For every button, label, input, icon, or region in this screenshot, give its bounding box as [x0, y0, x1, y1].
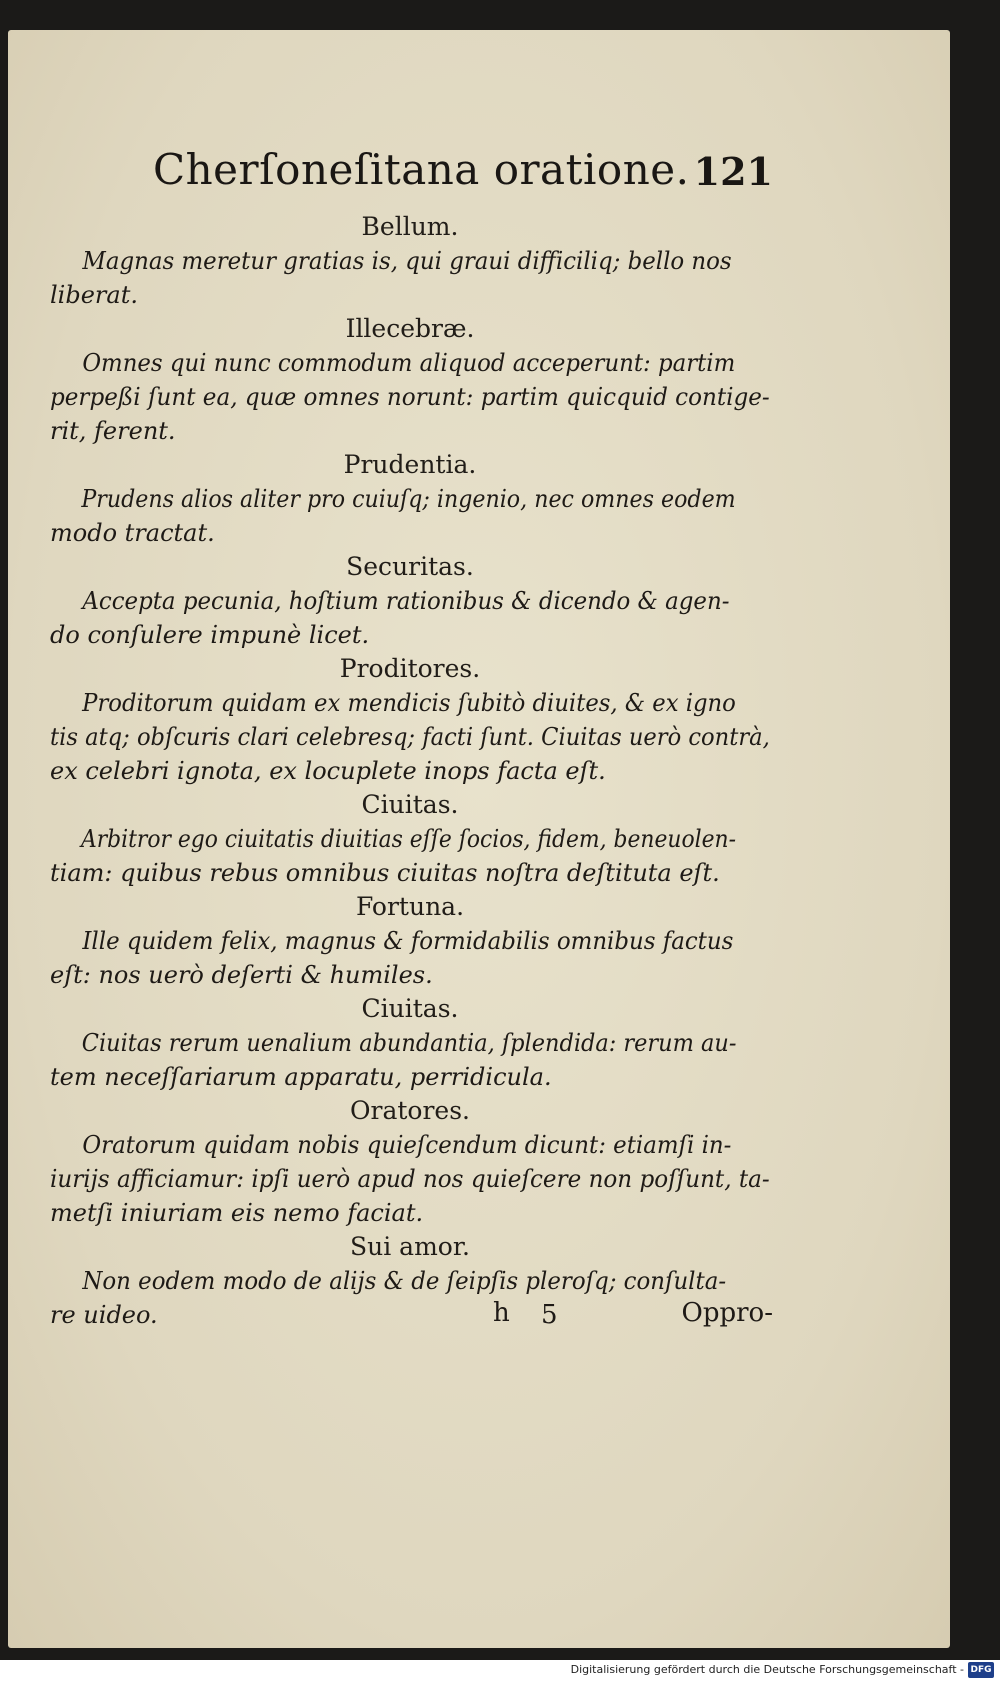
- section: [50, 210, 770, 312]
- text-line: ex celebri ignota, ex locuplete inops facta eſt.: [50, 757, 606, 785]
- text-line: iurijs afficiamur: ipſi uerò apud nos quieſcere non poſſunt, ta-: [50, 1165, 770, 1193]
- section-heading: Oratores.: [350, 1096, 470, 1125]
- section-text: [50, 686, 770, 788]
- catchword: Oppro-: [681, 1298, 773, 1328]
- section-heading: Proditores.: [339, 654, 481, 683]
- text-line: Ciuitas rerum uenalium abundantia, ſplendida: rerum au-: [81, 1029, 737, 1057]
- section-text: [50, 924, 770, 992]
- credit-bar: [0, 1660, 1000, 1681]
- text-line: Oratorum quidam nobis quieſcendum dicunt: etiamſi in-: [82, 1131, 732, 1159]
- text-line: rit, ferent.: [50, 417, 176, 445]
- section-text: [50, 1026, 770, 1094]
- section-heading: Bellum.: [361, 212, 459, 241]
- section-heading: Fortuna.: [355, 892, 465, 921]
- text-line: Non eodem modo de alijs & de ſeipſis pleroſq; conſulta-: [82, 1267, 727, 1295]
- text-line: Ille quidem felix, magnus & formidabilis omnibus factus: [82, 927, 734, 955]
- section-text: [50, 346, 770, 448]
- text-line: Accepta pecunia, hoſtium rationibus & dicendo & agen-: [82, 587, 730, 615]
- page-footer: [473, 1298, 773, 1338]
- text-line: perpeßi ſunt ea, quæ omnes norunt: partim quicquid contige-: [50, 383, 770, 411]
- section: [50, 312, 770, 448]
- text-line: Arbitror ego ciuitatis diuitias eſſe ſocios, fidem, beneuolen-: [80, 825, 736, 853]
- section: [50, 652, 770, 788]
- section-text: [50, 244, 770, 312]
- text-line: Omnes qui nunc commodum aliquod acceperunt: partim: [82, 349, 736, 377]
- signature-number: 5: [541, 1300, 558, 1330]
- signature-mark: h: [493, 1298, 510, 1328]
- section: [50, 788, 770, 890]
- text-line: Proditorum quidam ex mendicis ſubitò diuites, & ex igno: [82, 689, 736, 717]
- section-heading: Illecebræ.: [345, 314, 475, 343]
- text-line: tis atq; obſcuris clari celebresq; facti ſunt. Ciuitas uerò contrà,: [50, 723, 770, 751]
- section-text: [50, 1128, 770, 1230]
- section-text: [50, 482, 770, 550]
- dfg-logo: DFG: [968, 1662, 994, 1678]
- text-line: Prudens alios aliter pro cuiuſq; ingenio, nec omnes eodem: [81, 485, 736, 513]
- text-line: metſi iniuriam eis nemo faciat.: [50, 1199, 424, 1227]
- section-heading: Sui amor.: [350, 1232, 470, 1261]
- text-line: tem neceſſariarum apparatu, perridicula.: [50, 1063, 552, 1091]
- running-title: Cherſoneſitana oratione.: [153, 145, 690, 194]
- text-line: liberat.: [50, 281, 138, 309]
- section: [50, 550, 770, 652]
- page-number: 121: [693, 149, 773, 194]
- text-line: eſt: nos uerò deſerti & humiles.: [50, 961, 433, 989]
- section-heading: Ciuitas.: [361, 994, 459, 1023]
- section: [50, 448, 770, 550]
- section-heading: Prudentia.: [343, 450, 477, 479]
- section-text: [50, 584, 770, 652]
- section: [50, 992, 770, 1094]
- text-line: re uideo.: [50, 1301, 158, 1329]
- digitization-credit: Digitalisierung gefördert durch die Deutsche Forschungsgemeinschaft -: [570, 1663, 964, 1676]
- text-line: Magnas meretur gratias is, qui graui difficiliq; bello nos: [82, 247, 732, 275]
- text-line: do conſulere impunè licet.: [50, 621, 370, 649]
- section: [50, 890, 770, 992]
- section: [50, 1094, 770, 1230]
- main-text: [50, 210, 770, 1332]
- section-heading: Ciuitas.: [361, 790, 459, 819]
- text-line: modo tractat.: [50, 519, 215, 547]
- page-header: [153, 145, 773, 205]
- book-page: [8, 30, 950, 1648]
- text-line: tiam: quibus rebus omnibus ciuitas noſtra deſtituta eſt.: [50, 859, 720, 887]
- section-text: [50, 822, 770, 890]
- section-heading: Securitas.: [346, 552, 474, 581]
